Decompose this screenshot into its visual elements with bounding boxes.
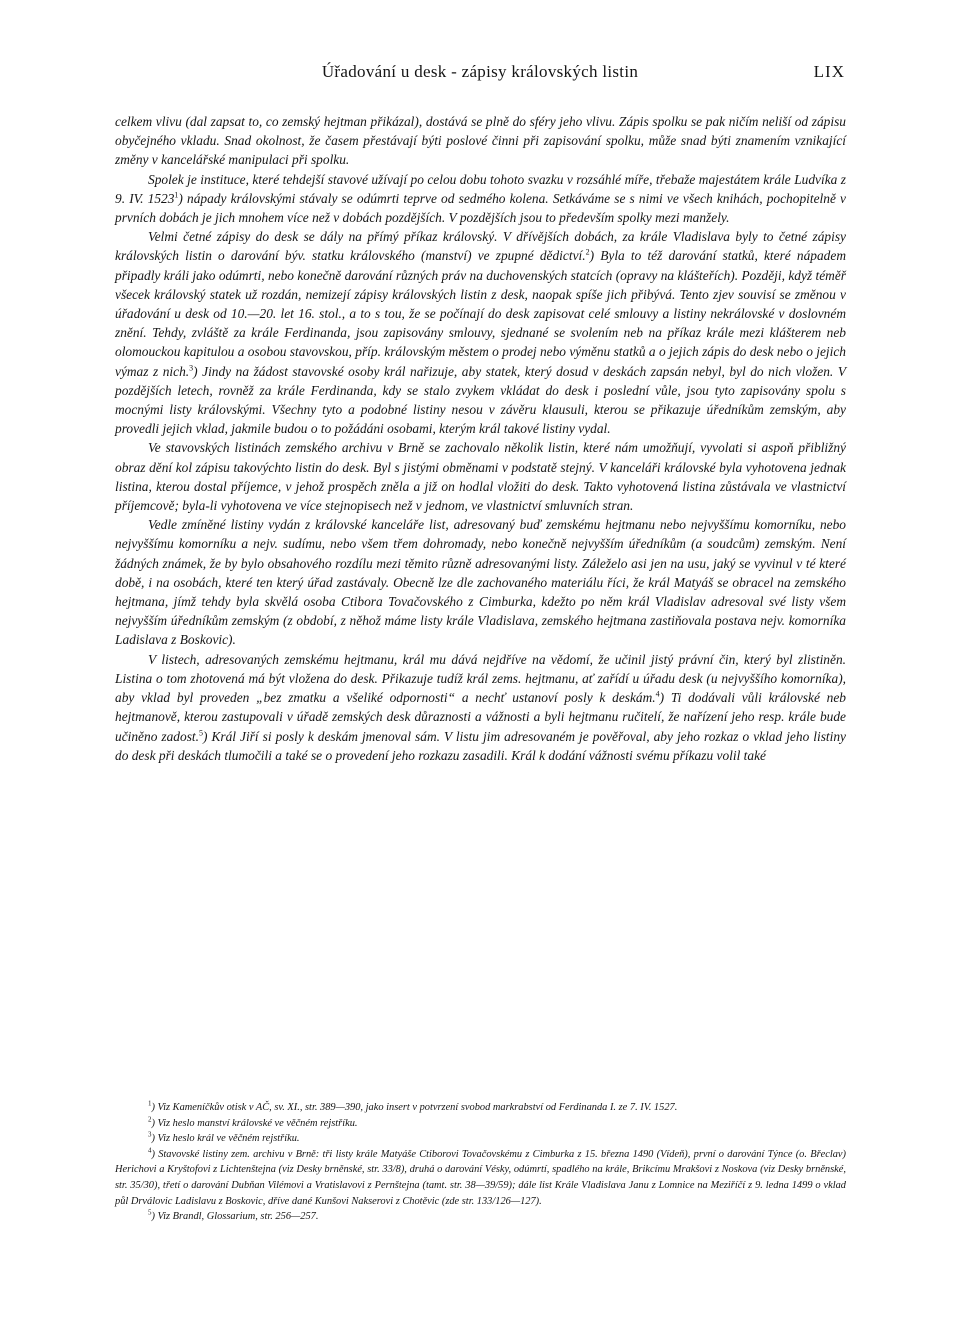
paragraph-3-text-b: ) Byla to též darování statků, které nápadem připadly králi jako odúmrti, nebo konečně darování různých práv na duchovenských statcích (opravy na klášteřích). Později, když téměř všecek královský statek už rozdán, nemizejí zápisy královských listin z desk, naopak spíše jich přibývá. Tento zjev souvisí se změnou v úřadování u desk od 10.—20. let 16. stol., a to s tou, že se počínají do desk zapisovat celé smlouvy a listiny nekrálovské v doslovném znění. Tehdy, zvláště za krále Ferdinanda, jsou zapisovány smlouvy, sjednané se svolením neb na příkaz krále mezi klášterem neb olomouckou kapitulou a osobou stavovskou, příp. královským městem o prodej nebo výměnu statků a o jejich zápis do desk nebo o jejich výmaz z nich. <box>115 248 847 379</box>
paragraph-6-text-a: V listech, adresovaných zemskému hejtmanu, král mu dává nejdříve na vědomí, že učinil jistý právní čin, který byl zlistiněn. Listina o tom zhotovená má být vložena do desk. Přikazuje tudíž král zems. hejtmanu, ať zařídí u úřadu desk (u nejvyššího komorníka), aby vklad byl proveden „bez zmatku a všeliké odpornosti“ a nechť ustanoví posly k deskám. <box>115 651 846 706</box>
footnote-mark-1: 1 <box>148 1099 152 1108</box>
page-header-title: Úřadování u desk - zápisy královských listin <box>321 62 639 81</box>
paragraph-3-text-c: ) Jindy na žádost stavovské osoby král nařizuje, aby statek, který dosud v deskách zapsán nebyl, byl do nich vložen. V pozdějších letech, rovněž za krále Ferdinanda, kdy se stalo zvykem vkládat do desk i poslední vůle, jsou tyto zapisovány spolu s mocnými listy královskými. Všechny tyto a podobné listiny nesou v závěru klausuli, kterou se přikazuje úředníkům zemským, aby provedli jejich vklad, jakmile budou o to požádáni osobami, kterým král takové listiny vydal. <box>115 363 846 437</box>
footnote-2-text: ) Viz heslo manství královské ve věčném rejstříku. <box>151 1117 358 1129</box>
footnote-5-text: ) Viz Brandl, Glossarium, str. 256—257. <box>151 1211 319 1223</box>
main-text <box>115 112 846 765</box>
footnote-3-text: ) Viz heslo král ve věčném rejstříku. <box>151 1133 300 1145</box>
paragraph-6-text-c: ) Král Jiří si posly k deskám jmenoval sám. V listu jim adresovaném je pověřoval, aby jeho rozkaz o vklad jeho listiny do desk při deskách tlumočili a také se o provedení jeho rozkazu zasadili. Král k dodání vážnosti svému příkazu volil také <box>115 728 847 763</box>
footnote-5 <box>115 1209 846 1225</box>
footnote-1-text: ) Viz Kameníčkův otisk v AČ, sv. XI., str. 389—390, jako insert v potvrzení svobod markrabství od Ferdinanda I. ze 7. IV. 1527. <box>151 1102 678 1113</box>
footnote-mark-5: 5 <box>148 1208 152 1217</box>
footnote-ref-2: 2 <box>585 247 590 257</box>
footnote-ref-1: 1 <box>174 190 179 200</box>
footnote-2 <box>115 1116 846 1132</box>
footnote-ref-3: 3 <box>189 363 194 373</box>
page-number: LIX <box>813 62 845 81</box>
running-head <box>115 62 845 86</box>
footnotes <box>115 1100 846 1225</box>
footnote-mark-4: 4 <box>148 1146 152 1155</box>
paragraph-6 <box>115 650 846 765</box>
footnote-mark-2: 2 <box>148 1115 152 1124</box>
paragraph-1-text: celkem vlivu (dal zapsat to, co zemský hejtman přikázal), dostává se plně do sféry jeho vlivu. Zápis spolku se pak ničím neliší od zápisu obyčejného vkladu. Snad okolnost, že časem přestávají býti poslové činni při zapisování spolku, může snad býti znamením vznikající změny v kancelářské manipulaci při spolku. <box>115 114 846 168</box>
paragraph-1 <box>115 112 846 170</box>
paragraph-5-text: Vedle zmíněné listiny vydán z královské kanceláře list, adresovaný buď zemskému hejtmanu nebo nejvyššímu komorníku, nebo nejvyššímu komorníku a nejv. sudímu, nebo všem třem dohromady, nebo konečně nejvyšším úředníkům (a soudcům) zemským. Není žádných známek, že by bylo obsahového rozdílu mezi těmito různě adresovanými listy. Záleželo asi jen na usu, jaký se vyvinul v té které době, i na osobách, které ten který úřad zastávaly. Obecně lze dle zachovaného materiálu říci, že král Matyáš se obracel na zemského hejtmana, jímž tehdy byla skvělá osoba Ctibora Tovačovského z Cimburka, kdežto po něm král Vladislav adresoval své listy všem nejvyšším úředníkům zemským (z období, z něhož máme listy krále Vladislava, zemského hejtmana zastiňovala postava nejv. komorníka Ladislava z Boskovic). <box>115 517 846 648</box>
footnote-4-text: ) Stavovské listiny zem. archivu v Brně: tři listy krále Matyáše Ctiborovi Tovačovskému z Cimburka z 15. března 1490 (Vídeň), první o darování Týnce (o. Břeclav) Herichovi a Kryštofovi z Lichtenštejna (viz Desky brněnské, str. 33/8), druhá o darování Vésky, odúmrtí, spadlého na krále, Brikcímu Mrakšovi z Noskova (viz Desky brněnské, str. 35/30), třetí o darování Dubňan Vilémovi a Vratislavovi z Pernštejna (tamt. str. 38—39/59); dále list Krále Vladislava Janu z Lomnice na Meziříčí z 9. ledna 1499 o vklad půl Drválovic Ladislavu z Boskovic, dříve dané Kunšovi Nakserovi z Chotěvic (zde str. 133/126—127). <box>115 1148 846 1207</box>
paragraph-3-text-a: Velmi četné zápisy do desk se dály na přímý příkaz královský. V dřívějších dobách, za krále Vladislava byly to četné zápisy královských listin o darování býv. statku královského (manství) ve zpupné dědictví. <box>115 229 846 264</box>
footnote-1 <box>115 1100 846 1116</box>
paragraph-5 <box>115 515 846 649</box>
footnote-ref-5: 5 <box>198 728 203 738</box>
footnote-3 <box>115 1131 846 1147</box>
paragraph-2-text-a: Spolek je instituce, které tehdejší stavové užívají po celou dobu tohoto svazku v rozsáhlé míře, třebaže majestátem krále Ludvíka z 9. IV. 1523 <box>115 171 846 206</box>
paragraph-4-text: Ve stavovských listinách zemského archivu v Brně se zachovalo několik listin, které nám umožňují, vyvolati si aspoň přibližný obraz dění kol zápisu takovýchto listin do desk. Byl s jistými obměnami v podstatě stejný. V kanceláři královské byla vyhotovena jednak listina, kterou dostal příjemce, v jehož prospěch zněla a již on hodlal vložiti do desk. Takto vyhotovená listina zůstávala ve vlastnictví příjemcově; byla-li vyhotovena ve více stejnopisech než v jednom, ve vlastnictví smluvních stran. <box>115 440 846 514</box>
paragraph-2 <box>115 170 846 228</box>
footnote-ref-4: 4 <box>655 689 660 699</box>
paragraph-6-text-b: ) Ti dodávali vůli královské neb hejtmanově, kterou zastupovali v úřadě zemských desk důraznosti a vážnosti a byli hejtmanu ručitelí, že nařízení jeho resp. krále bude učiněno zadost. <box>115 690 847 744</box>
footnote-4 <box>115 1147 846 1209</box>
paragraph-4 <box>115 438 846 515</box>
paragraph-3 <box>115 227 846 438</box>
paragraph-2-text-b: ) nápady královskými stávaly se odúmrti teprve od sedmého kolena. Setkáváme se s nimi ve všech knihách, pochopitelně v prvních dobách je jich mnohem více než v dobách pozdějších. V pozdějších jsou to především spolky mezi manžely. <box>115 190 846 226</box>
footnote-mark-3: 3 <box>148 1130 152 1139</box>
